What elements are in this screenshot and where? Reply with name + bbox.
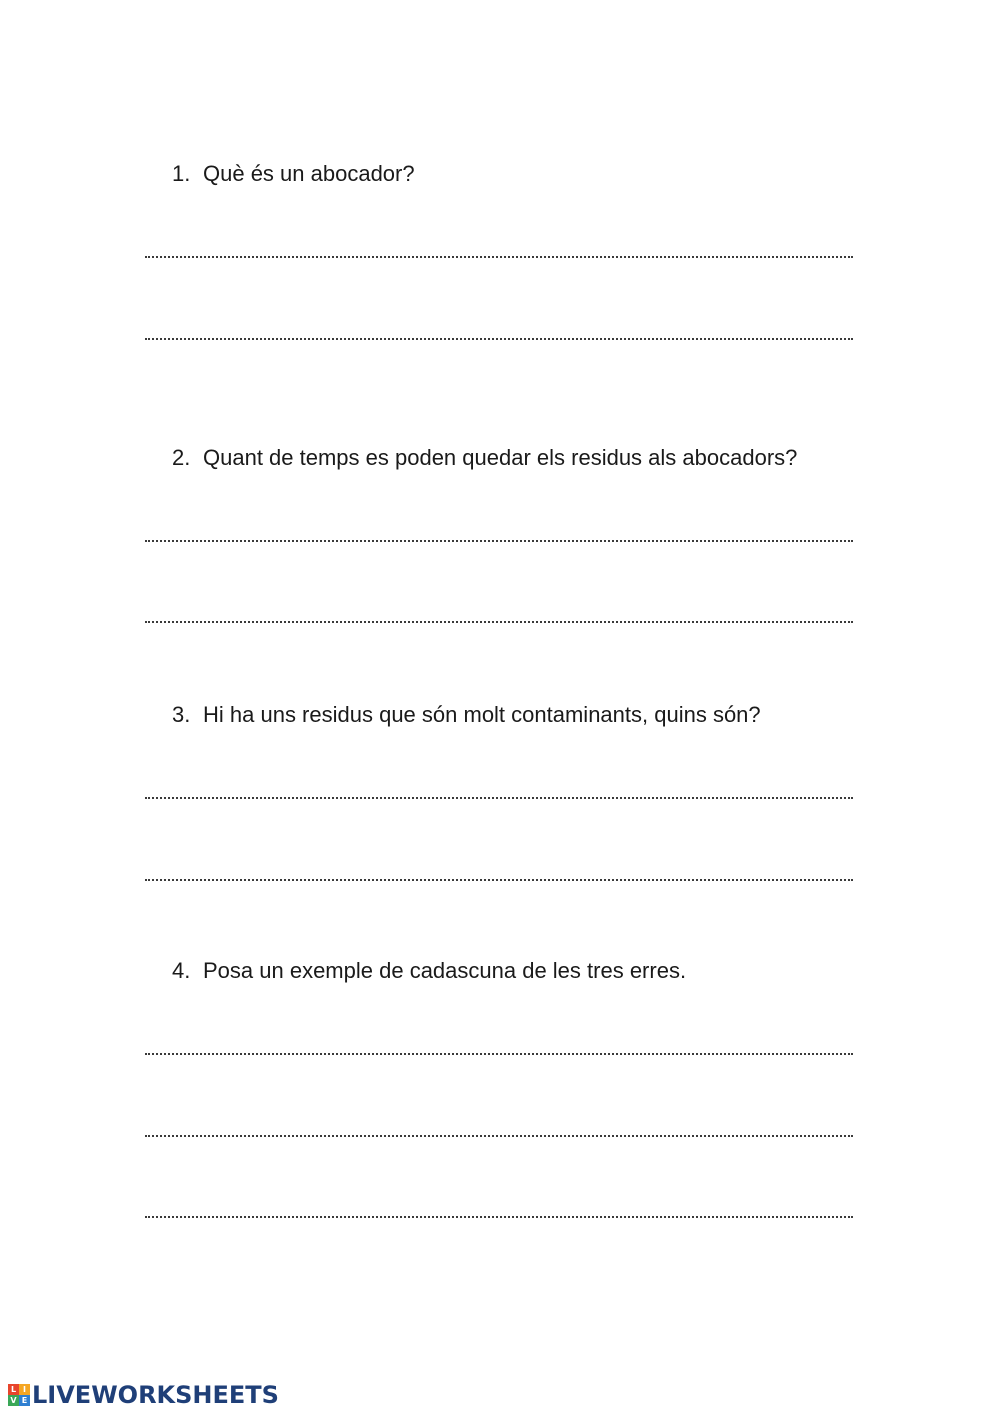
- answer-line[interactable]: [145, 879, 853, 881]
- answer-line[interactable]: [145, 256, 853, 258]
- answer-line[interactable]: [145, 621, 853, 623]
- answer-line[interactable]: [145, 1135, 853, 1137]
- question-number: 2.: [172, 445, 191, 470]
- brand-name: LIVEWORKSHEETS: [32, 1381, 279, 1409]
- question-3: [172, 702, 761, 728]
- question-text: Hi ha uns residus que són molt contaminants, quins són?: [203, 702, 761, 727]
- question-number: 3.: [172, 702, 191, 727]
- question-number: 1.: [172, 161, 191, 186]
- answer-line[interactable]: [145, 540, 853, 542]
- question-text: Posa un exemple de cadascuna de les tres erres.: [203, 958, 687, 983]
- answer-line[interactable]: [145, 1053, 853, 1055]
- answer-line[interactable]: [145, 797, 853, 799]
- liveworksheets-logo-icon: L I V E: [8, 1384, 30, 1406]
- answer-line[interactable]: [145, 1216, 853, 1218]
- question-2: [172, 445, 797, 471]
- liveworksheets-brand: [8, 1380, 279, 1410]
- question-4: [172, 958, 686, 984]
- question-number: 4.: [172, 958, 191, 983]
- question-1: [172, 161, 415, 187]
- answer-line[interactable]: [145, 338, 853, 340]
- question-text: Quant de temps es poden quedar els residus als abocadors?: [203, 445, 798, 470]
- question-text: Què és un abocador?: [203, 161, 415, 186]
